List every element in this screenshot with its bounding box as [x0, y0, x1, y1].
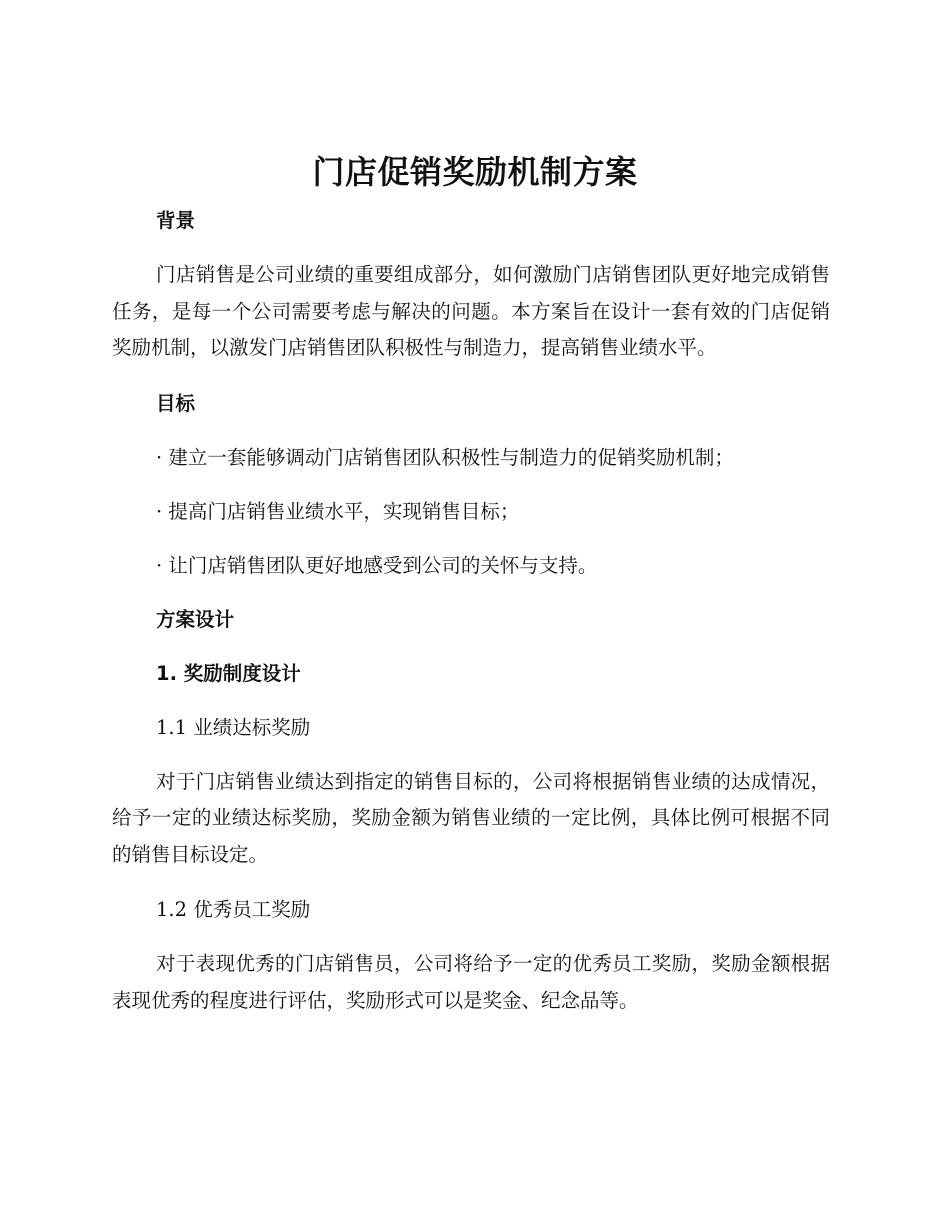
goal-item-2: · 提高门店销售业绩水平，实现销售目标；: [156, 499, 520, 523]
document-body: [112, 203, 830, 1019]
section-heading-background: 背景: [156, 209, 196, 232]
item-1-2-title: 1.2 优秀员工奖励: [156, 898, 311, 921]
background-paragraph: 门店销售是公司业绩的重要组成部分，如何激励门店销售团队更好地完成销售任务，是每一个公司需要考虑与解决的问题。本方案旨在设计一套有效的门店促销奖励机制，以激发门店销售团队积极性与制造力，提高销售业绩水平。: [112, 263, 830, 359]
goal-item-3: · 让门店销售团队更好地感受到公司的关怀与支持。: [156, 553, 598, 577]
goal-item-1: · 建立一套能够调动门店销售团队积极性与制造力的促销奖励机制；: [156, 445, 734, 469]
section-heading-design: 方案设计: [156, 607, 235, 631]
item-1-2-paragraph: 对于表现优秀的门店销售员，公司将给予一定的优秀员工奖励，奖励金额根据表现优秀的程度进行评估，奖励形式可以是奖金、纪念品等。: [112, 952, 830, 1012]
document-title: 门店促销奖励机制方案: [312, 153, 638, 191]
section-heading-goals: 目标: [156, 391, 196, 415]
subsection-heading-reward-system: 1. 奖励制度设计: [156, 661, 301, 685]
item-1-1-paragraph: 对于门店销售业绩达到指定的销售目标的，公司将根据销售业绩的达成情况，给予一定的业绩达标奖励，奖励金额为销售业绩的一定比例，具体比例可根据不同的销售目标设定。: [112, 769, 830, 866]
item-1-1-title: 1.1 业绩达标奖励: [156, 715, 311, 739]
